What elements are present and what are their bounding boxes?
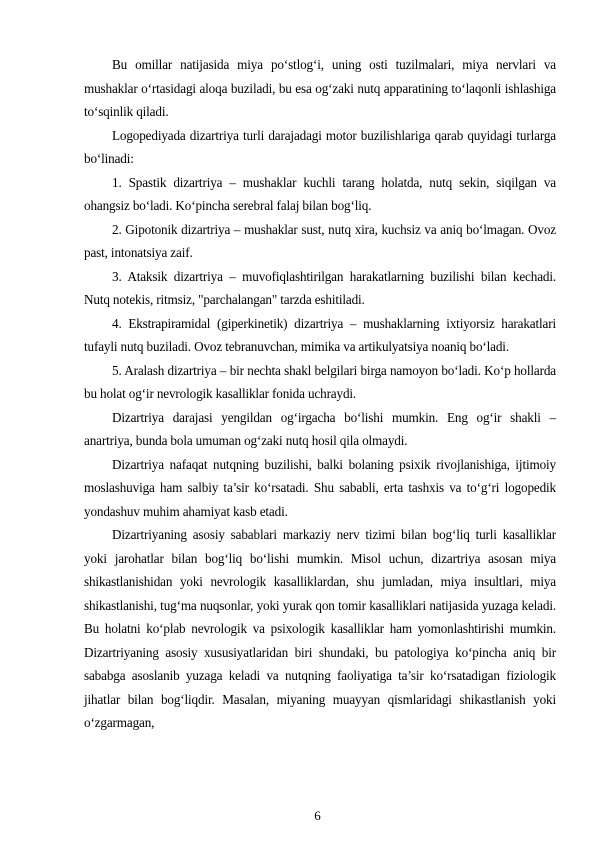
paragraph-type-ataxic: 3. Ataksik dizartriya – muvofiqlashtirilgan harakatlarning buzilishi bilan kechadi. Nutq notekis, ritmsiz, "parchalangan" tarzda eshitiladi.	[84, 268, 556, 307]
paragraph-type-mixed: 5. Aralash dizartriya – bir nechta shakl belgilari birga namoyon bo‘ladi. Ko‘p hollarda bu holat og‘ir nevrologik kasalliklar fonida uchraydi.	[84, 362, 556, 401]
paragraph-intro: Bu omillar natijasida miya po‘stlog‘i, uning osti tuzilmalari, miya nervlari va mushaklar o‘rtasidagi aloqa buziladi, bu esa og‘zaki nutq apparatining to‘laqonli ishlashiga to‘sqinlik qiladi.	[84, 57, 556, 119]
paragraph-causes: Dizartriyaning asosiy sabablari markaziy nerv tizimi bilan bog‘liq turli kasalliklar yoki jarohatlar bilan bog‘liq bo‘lishi mumkin. Misol uchun, dizartriya asosan miya shikastlanishidan yoki nevrologik kasalliklardan, shu jumladan, miya insultlari, miya shikastlanishi, tug‘ma nuqsonlar, yoki yurak qon tomir kasalliklari natijasida yuzaga keladi. Bu holatni ko‘plab nevrologik va psixologik kasalliklar ham yomonlashtirishi mumkin. Dizartriyaning asosiy xususiyatlaridan biri shundaki, bu patologiya ko‘pincha aniq bir sababga asoslanib yuzaga keladi va nutqning faoliyatiga ta’sir ko‘rsatadigan fiziologik jihatlar bilan bog‘liqdir. Masalan, miyaning muayyan qismlaridagi shikastlanish yoki o‘zgarmagan,	[84, 527, 556, 730]
paragraph-severity: Dizartriya darajasi yengildan og‘irgacha bo‘lishi mumkin. Eng og‘ir shakli – anartriya, bunda bola umuman og‘zaki nutq hosil qila olmaydi.	[84, 409, 556, 448]
paragraph-type-extrapyramidal: 4. Ekstrapiramidal (giperkinetik) dizartriya – mushaklarning ixtiyorsiz harakatlari tufayli nutq buziladi. Ovoz tebranuvchan, mimika va artikulyatsiya noaniq bo‘ladi.	[84, 315, 556, 354]
page-number: 6	[314, 808, 321, 823]
paragraph-impact: Dizartriya nafaqat nutqning buzilishi, balki bolaning psixik rivojlanishiga, ijtimoiy moslashuviga ham salbiy ta’sir ko‘rsatadi. Shu sababli, erta tashxis va to‘g‘ri logopedik yondashuv muhim ahamiyat kasb etadi.	[84, 456, 556, 519]
document-body	[84, 53, 556, 735]
paragraph-classification: Logopediyada dizartriya turli darajadagi motor buzilishlariga qarab quyidagi turlarga bo‘linadi:	[84, 127, 556, 166]
paragraph-type-hypotonic: 2. Gipotonik dizartriya – mushaklar sust, nutq xira, kuchsiz va aniq bo‘lmagan. Ovoz past, intonatsiya zaif.	[84, 221, 556, 260]
paragraph-type-spastic: 1. Spastik dizartriya – mushaklar kuchli tarang holatda, nutq sekin, siqilgan va ohangsiz bo‘ladi. Ko‘pincha serebral falaj bilan bog‘liq.	[84, 174, 556, 213]
